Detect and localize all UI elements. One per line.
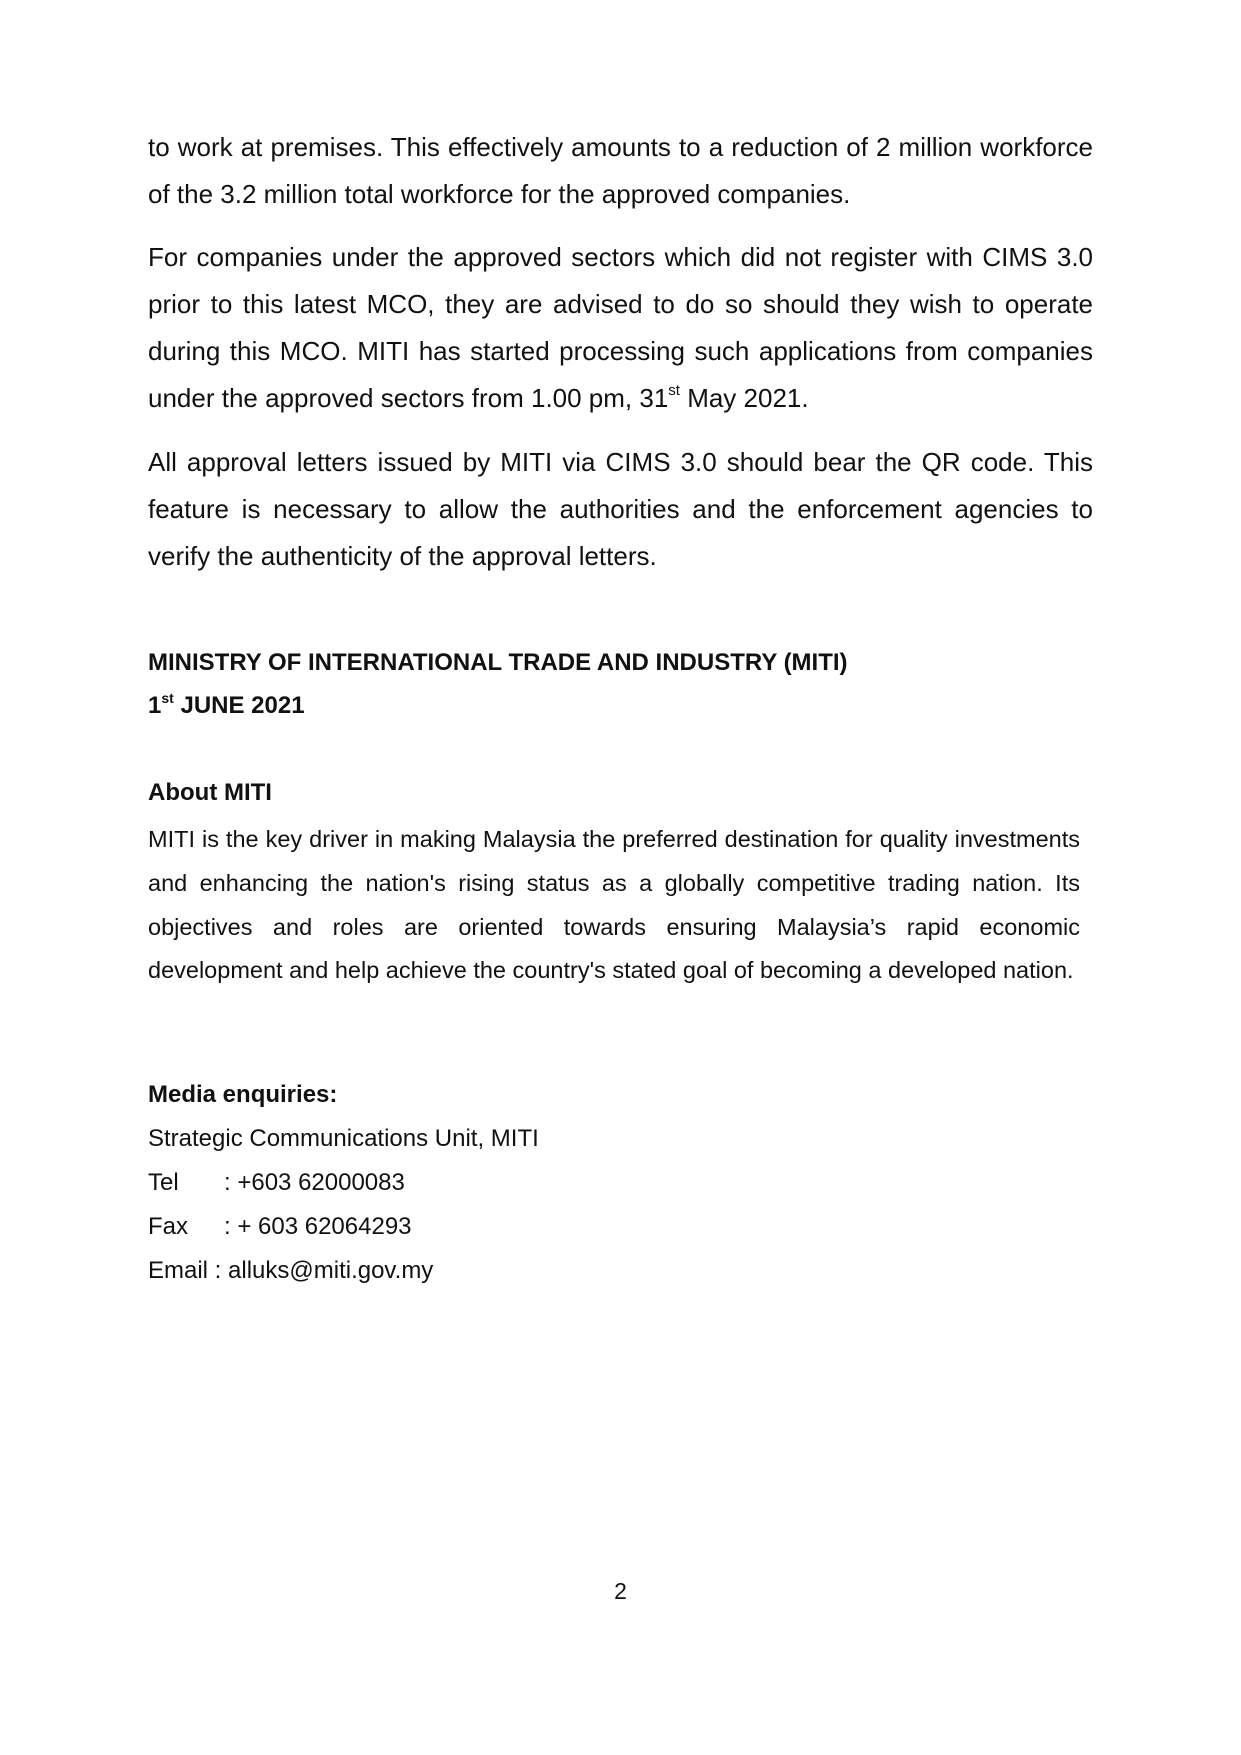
- fax-value: : + 603 62064293: [224, 1213, 412, 1240]
- ordinal-suffix: st: [668, 382, 680, 399]
- tel-value: : +603 62000083: [224, 1169, 405, 1196]
- release-date-rest: JUNE 2021: [173, 692, 305, 719]
- media-fax: [148, 1213, 412, 1241]
- tel-label: Tel: [148, 1169, 179, 1196]
- about-text: MITI is the key driver in making Malaysia the preferred destination for quality investments and enhancing the nation's rising status as a globally competitive trading nation. Its objectives and roles are oriented towards ensuring Malaysia’s rapid economic development and help achieve the country's stated goal of becoming a developed nation.: [148, 826, 1080, 984]
- paragraph-cims-registration-end: May 2021.: [679, 383, 809, 413]
- media-unit: Strategic Communications Unit, MITI: [148, 1125, 539, 1152]
- email-label: Email: [148, 1257, 209, 1284]
- release-date-ordinal: st: [161, 690, 174, 706]
- page-number: 2: [614, 1578, 627, 1604]
- paragraph-workforce-reduction: to work at premises. This effectively amounts to a reduction of 2 million workforce of the 3.2 million total workforce for the approved companies.: [148, 132, 1093, 209]
- paragraph-cims-registration: [148, 234, 1093, 422]
- email-value: : alluks@miti.gov.my: [208, 1257, 434, 1284]
- ministry-name: MINISTRY OF INTERNATIONAL TRADE AND INDUSTRY (MITI): [148, 649, 848, 676]
- release-date: [148, 692, 305, 720]
- about-heading: About MITI: [148, 779, 272, 806]
- paragraph-qr-code: All approval letters issued by MITI via CIMS 3.0 should bear the QR code. This feature is necessary to allow the authorities and the enforcement agencies to verify the authenticity of the approval letters.: [148, 447, 1093, 571]
- media-enquiries-heading: Media enquiries:: [148, 1081, 338, 1108]
- paragraph-cims-registration-text: For companies under the approved sectors which did not register with CIMS 3.0 prior to this latest MCO, they are advised to do so should they wish to operate during this MCO. MITI has started processing such applications from companies under the approved sectors from 1.00 pm, 31: [148, 242, 1093, 413]
- media-email: [148, 1257, 433, 1285]
- media-tel: [148, 1169, 405, 1197]
- release-date-day: 1: [148, 692, 162, 719]
- fax-label: Fax: [148, 1213, 189, 1240]
